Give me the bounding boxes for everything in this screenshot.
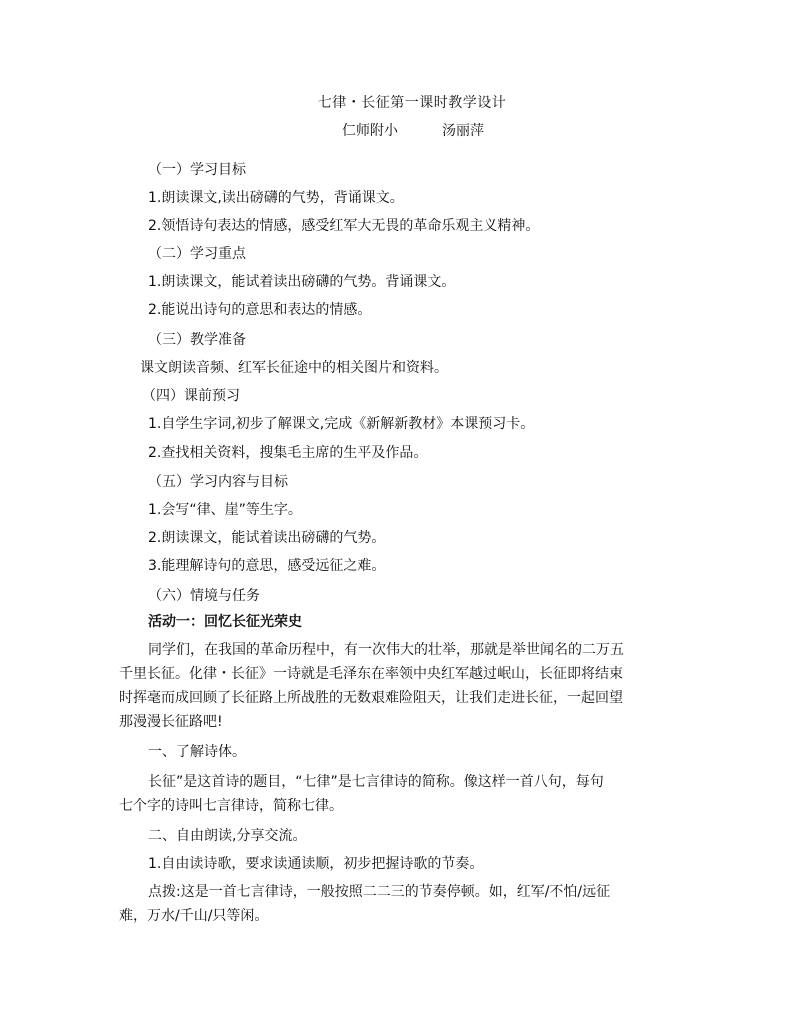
section-heading-preview: （四）课前预习 <box>142 388 240 404</box>
tip-line-2: 难，万水/千山/只等闲。 <box>119 908 269 924</box>
author-name: 汤丽萍 <box>442 123 484 139</box>
section-heading-key-points: （二）学习重点 <box>148 246 246 262</box>
step1-line-1: 长征”是这首诗的题目，“七律”是七言律诗的简称。像这样一首八句，每句 <box>148 774 604 790</box>
key-point-item-2: 2.能说出诗句的意思和表达的情感。 <box>148 302 372 318</box>
step1-line-2: 七个字的诗叫七言律诗，简称七律。 <box>119 798 343 814</box>
section-heading-content: （五）学习内容与目标 <box>148 474 288 490</box>
preview-item-2: 2.查找相关资料，搜集毛主席的生平及作品。 <box>148 445 428 461</box>
author-line <box>342 121 484 141</box>
activity-heading: 活动一：回忆长征光荣史 <box>148 614 302 630</box>
activity-intro-line-2: 千里长征。化律・长征》一诗就是毛泽东在率领中央红军越过岷山，长征即将结束 <box>119 666 623 682</box>
key-point-item-1: 1.朗读课文，能试着读出磅礴的气势。背诵课文。 <box>148 274 456 290</box>
activity-intro-line-1: 同学们，在我国的革命历程中，有一次伟大的壮举，那就是举世闻名的二万五 <box>148 642 624 658</box>
section-heading-goals: （一）学习目标 <box>148 162 246 178</box>
content-item-2: 2.朗读课文，能试着读出磅礴的气势。 <box>148 530 386 546</box>
goal-item-2: 2.领悟诗句表达的情感，感受红军大无畏的革命乐观主义精神。 <box>148 218 540 234</box>
school-name: 仁师附小 <box>342 123 398 139</box>
goal-item-1: 1.朗读课文,读出磅礴的气势，背诵课文。 <box>148 190 404 206</box>
activity-intro-line-3: 时挥毫而成回顾了长征路上所战胜的无数艰难险阻天，让我们走进长征，一起回望 <box>119 690 623 706</box>
tip-line-1: 点拨:这是一首七言律诗，一般按照二二三的节奏停顿。如，红军/不怕/远征 <box>148 884 611 900</box>
document-title: 七律・长征第一课时教学设计 <box>317 95 507 111</box>
step1-heading: 一、了解诗体。 <box>148 744 246 760</box>
content-item-1: 1.会写“律、崖”等生字。 <box>148 502 302 518</box>
step2-heading: 二、自由朗读,分享交流。 <box>148 828 307 844</box>
content-item-3: 3.能理解诗句的意思，感受远征之难。 <box>148 558 386 574</box>
preview-item-1: 1.自学生字词,初步了解课文,完成《新解新教材》本课预习卡。 <box>148 416 535 432</box>
preparation-text: 课文朗读音频、红军长征途中的相关图片和资料。 <box>140 360 448 376</box>
activity-intro-line-4: 那漫漫长征路吧! <box>119 714 223 730</box>
step2-item-1: 1.自由读诗歌，要求读通读顺，初步把握诗歌的节奏。 <box>148 856 484 872</box>
section-heading-preparation: （三）教学准备 <box>148 332 246 348</box>
section-heading-scenario: （六）情境与任务 <box>148 588 260 604</box>
